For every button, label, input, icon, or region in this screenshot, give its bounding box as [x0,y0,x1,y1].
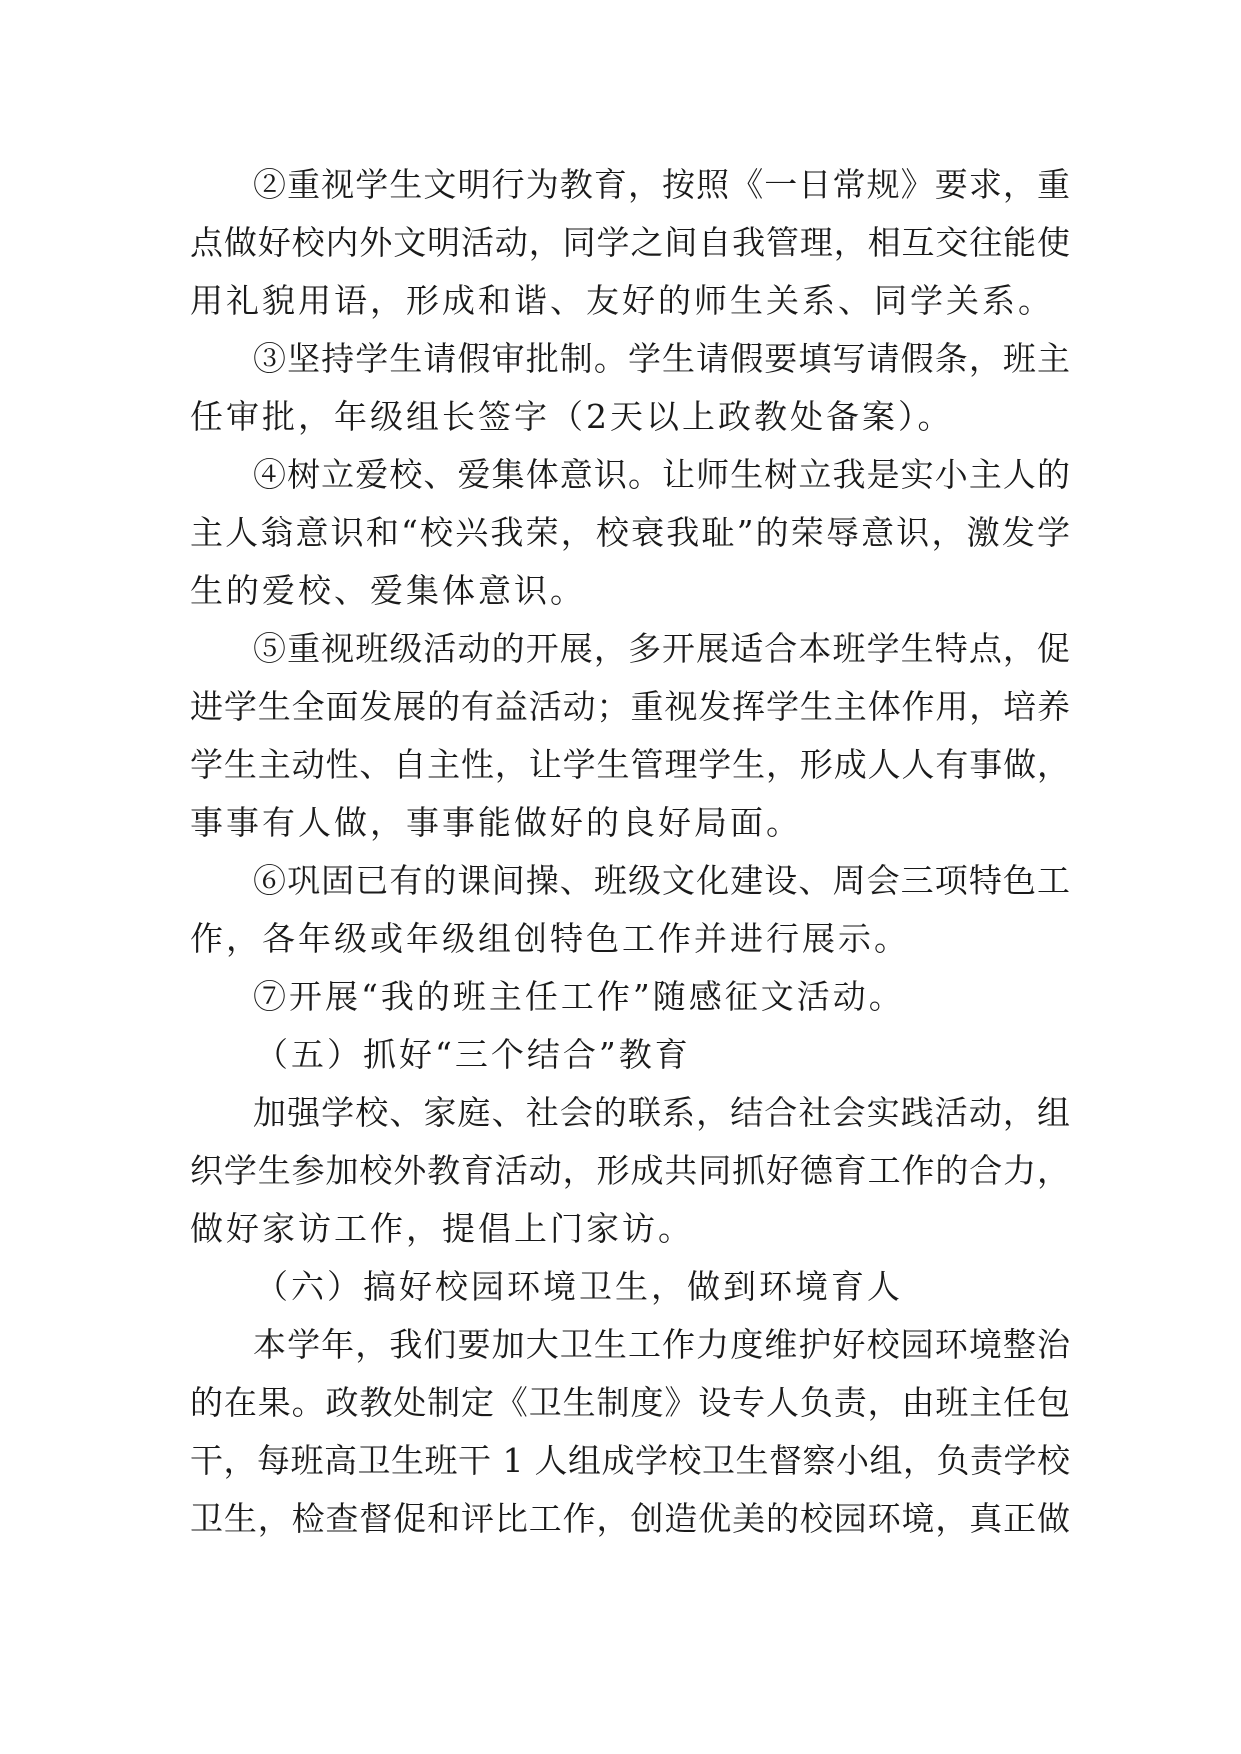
text-line: 作，各年级或年级组创特色工作并进行展示。 [190,919,910,958]
text-line: ⑤重视班级活动的开展，多开展适合本班学生特点，促 [253,629,1070,668]
text-line: 本学年，我们要加大卫生工作力度维护好校园环境整治 [253,1325,1070,1364]
section-heading: （五）抓好“三个结合”教育 [255,1035,691,1074]
text-line: 生的爱校、爱集体意识。 [190,571,586,610]
text-line: ③坚持学生请假审批制。学生请假要填写请假条，班主 [253,339,1070,378]
text-line: 织学生参加校外教育活动，形成共同抓好德育工作的合力， [190,1151,1070,1190]
text-line: 学生主动性、自主性，让学生管理学生，形成人人有事做， [190,745,1070,784]
text-line: 的在果。政教处制定《卫生制度》设专人负责，由班主任包 [190,1383,1070,1422]
text-line: 干，每班高卫生班干 1 人组成学校卫生督察小组，负责学校 [190,1441,1070,1480]
text-line: 做好家访工作，提倡上门家访。 [190,1209,694,1248]
text-line: ④树立爱校、爱集体意识。让师生树立我是实小主人的 [253,455,1070,494]
text-line: 点做好校内外文明活动，同学之间自我管理，相互交往能使 [190,223,1070,262]
text-line: 进学生全面发展的有益活动；重视发挥学生主体作用，培养 [190,687,1070,726]
text-line: 任审批，年级组长签字（2天以上政教处备案）。 [190,397,954,436]
section-heading: （六）搞好校园环境卫生，做到环境育人 [255,1267,903,1306]
text-line: 用礼貌用语，形成和谐、友好的师生关系、同学关系。 [190,281,1054,320]
text-line: 卫生，检查督促和评比工作，创造优美的校园环境，真正做 [190,1499,1070,1538]
text-line: 主人翁意识和“校兴我荣，校衰我耻”的荣辱意识，激发学 [190,513,1070,552]
text-line: 加强学校、家庭、社会的联系，结合社会实践活动，组 [253,1093,1070,1132]
text-line: ②重视学生文明行为教育，按照《一日常规》要求，重 [253,165,1070,204]
text-line: ⑥巩固已有的课间操、班级文化建设、周会三项特色工 [253,861,1070,900]
text-line: ⑦开展“我的班主任工作”随感征文活动。 [253,977,905,1016]
text-line: 事事有人做，事事能做好的良好局面。 [190,803,802,842]
